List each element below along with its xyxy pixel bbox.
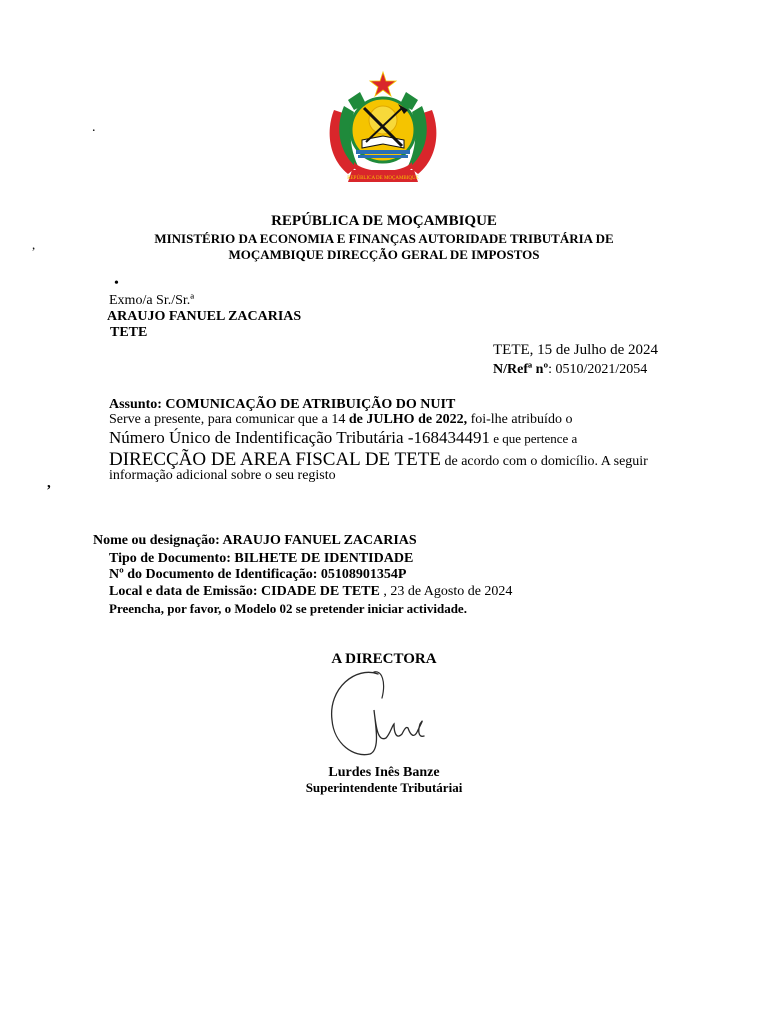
- recipient-name: ARAUJO FANUEL ZACARIAS: [107, 309, 302, 324]
- letter-date: TETE, 15 de Julho de 2024: [493, 342, 658, 358]
- body-line-4: informação adicional sobre o seu registo: [109, 468, 336, 483]
- signatory-title: Superintendente Tributáriai: [305, 780, 463, 795]
- detail-doc-number: Nº do Documento de Identificação: 05108901354P: [109, 567, 407, 582]
- emblem-banner-text: REPÚBLICA DE MOÇAMBIQUE: [347, 176, 419, 181]
- recipient-salutation: Exmo/a Sr./Sr.ª: [109, 293, 195, 308]
- detail-instruction: Preencha, por favor, o Modelo 02 se pretender iniciar actividade.: [109, 601, 467, 616]
- body-date: de JULHO de 2022,: [348, 412, 468, 427]
- signatory-role: A DIRECTORA: [331, 651, 437, 667]
- reference-number: [493, 362, 647, 378]
- detail-name: Nome ou designação: ARAUJO FANUEL ZACARIAS: [93, 533, 417, 548]
- detail-issue: [109, 584, 512, 600]
- subject-label: Assunto:: [109, 397, 166, 412]
- body-text: e que pertence a: [490, 431, 578, 446]
- reference-label: N/Refª nº: [493, 362, 549, 377]
- subject-line: [109, 397, 455, 413]
- body-text: de acordo com o domicílio. A seguir: [440, 454, 648, 469]
- signature-icon: [324, 668, 428, 760]
- signatory-name: Lurdes Inês Banze: [328, 765, 440, 780]
- detail-doc-type: Tipo de Documento: BILHETE DE IDENTIDADE: [109, 551, 414, 566]
- body-line-2: [109, 428, 577, 448]
- subject-text: COMUNICAÇÃO DE ATRIBUIÇÃO DO NUIT: [165, 397, 456, 412]
- body-text: foi-lhe atribuído o: [467, 412, 573, 427]
- mozambique-emblem-icon: [324, 70, 442, 194]
- body-line-1: [109, 412, 572, 428]
- recipient-city: TETE: [110, 325, 148, 340]
- nuit-number: Número Único de Indentificação Tributária -168434491: [109, 428, 490, 447]
- fiscal-direction: DIRECÇÃO DE AREA FISCAL DE TETE: [109, 449, 441, 470]
- body-text: Serve a presente, para comunicar que a 14: [109, 412, 349, 427]
- stray-comma: ,: [47, 475, 51, 491]
- issue-date: , 23 de Agosto de 2024: [379, 584, 513, 599]
- stray-dot: .: [92, 120, 96, 135]
- bullet-icon: •: [114, 276, 119, 291]
- ministry-line-2: MOÇAMBIQUE DIRECÇÃO GERAL DE IMPOSTOS: [228, 247, 540, 262]
- issue-place: Local e data de Emissão: CIDADE DE TETE: [109, 584, 380, 599]
- page-title: REPÚBLICA DE MOÇAMBIQUE: [271, 213, 497, 229]
- reference-value: : 0510/2021/2054: [548, 362, 648, 377]
- stray-comma: ,: [32, 237, 36, 252]
- ministry-line-1: MINISTÉRIO DA ECONOMIA E FINANÇAS AUTORIDADE TRIBUTÁRIA DE: [154, 231, 614, 246]
